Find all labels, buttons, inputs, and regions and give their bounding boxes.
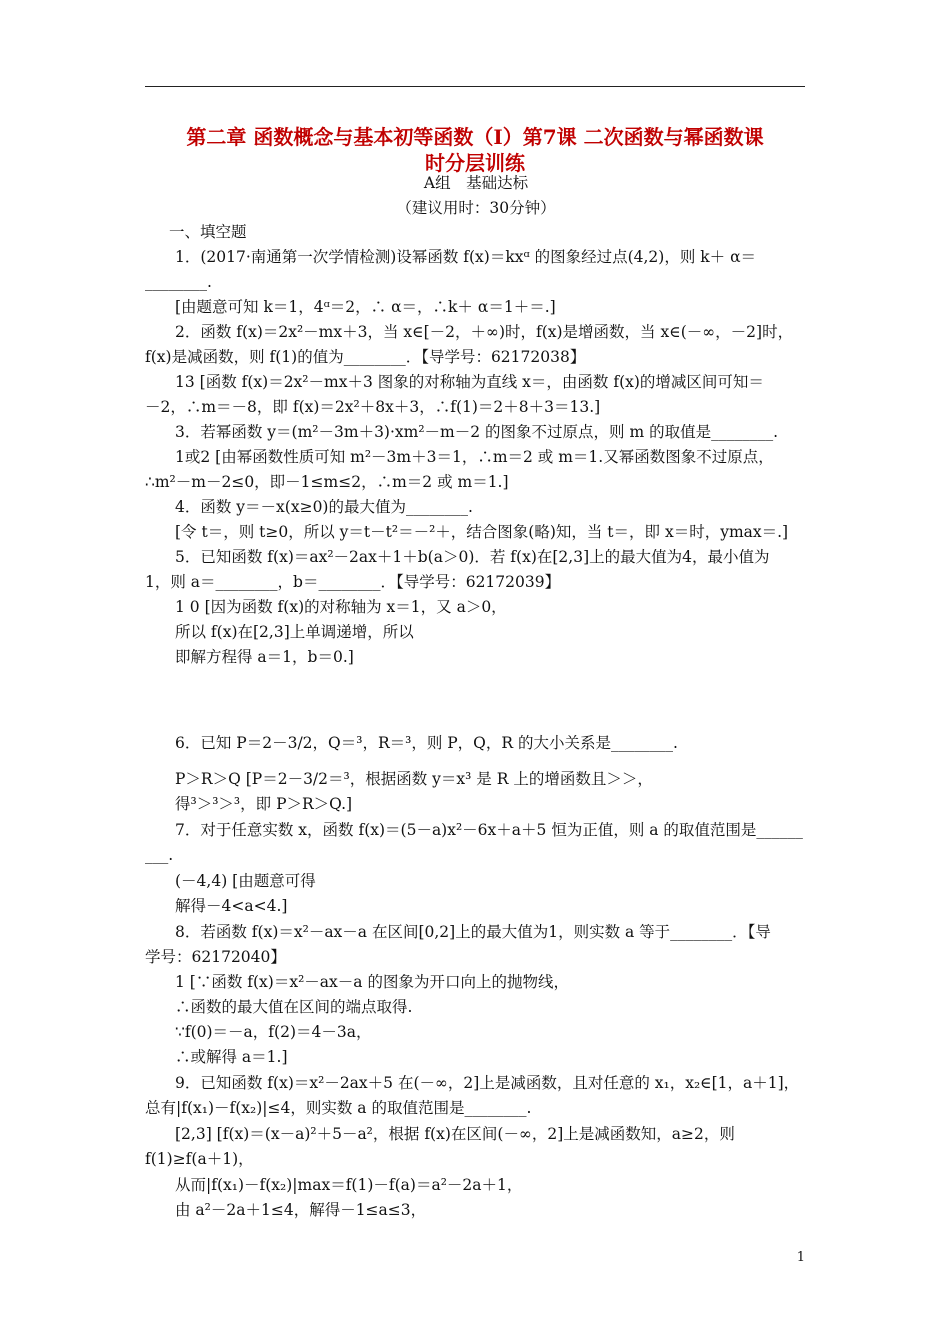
answer-line: 从而|f(x₁)－f(x₂)|max＝f(1)－f(a)＝a²－2a＋1， bbox=[175, 1176, 523, 1194]
answer-line: 13 [函数 f(x)＝2x²－mx＋3 图象的对称轴为直线 x＝，由函数 f(x)的增减区间可知＝ bbox=[175, 373, 764, 391]
answer-line: [2,3] [f(x)＝(x－a)²＋5－a²，根据 f(x)在区间(－∞，2]上是减函数知，a≥2，则 bbox=[175, 1125, 735, 1143]
question-line: ___. bbox=[145, 846, 174, 864]
answer-line: 即解方程得 a＝1，b＝0.] bbox=[175, 648, 354, 666]
answer-line: ∴或解得 a＝1.] bbox=[175, 1048, 288, 1066]
question-line: 1．(2017·南通第一次学情检测)设幂函数 f(x)＝kxᵅ 的图象经过点(4,2)，则 k＋ α＝ bbox=[175, 248, 757, 266]
title-line-2: 时分层训练 bbox=[425, 151, 525, 175]
question-line: 1，则 a＝________，b＝________．【导学号：62172039】 bbox=[145, 573, 561, 591]
question-line: 5．已知函数 f(x)＝ax²－2ax＋1＋b(a＞0)．若 f(x)在[2,3]上的最大值为4，最小值为 bbox=[175, 548, 770, 566]
answer-line: 1 0 [因为函数 f(x)的对称轴为 x＝1，又 a＞0， bbox=[175, 598, 507, 616]
header-rule bbox=[145, 86, 805, 87]
section-heading: 一、填空题 bbox=[169, 223, 247, 241]
question-line: 7．对于任意实数 x，函数 f(x)＝(5－a)x²－6x＋a＋5 恒为正值，则 a 的取值范围是______ bbox=[175, 821, 803, 839]
question-line: ________. bbox=[145, 273, 212, 291]
answer-line: f(1)≥f(a＋1)， bbox=[145, 1150, 254, 1168]
answer-line: 由 a²－2a＋1≤4，解得－1≤a≤3， bbox=[175, 1201, 427, 1219]
title-line-1: 第二章 函数概念与基本初等函数（Ⅰ）第7课 二次函数与幂函数课 bbox=[186, 125, 764, 149]
answer-line: P＞R＞Q [P＝2－3/2＝³，根据函数 y＝x³ 是 R 上的增函数且＞＞， bbox=[175, 770, 653, 788]
answer-line: 1或2 [由幂函数性质可知 m²－3m＋3＝1，∴m＝2 或 m＝1.又幂函数图象不过原点， bbox=[175, 448, 774, 466]
answer-line: (－4,4) [由题意可得 bbox=[175, 872, 316, 890]
question-line: 总有|f(x₁)－f(x₂)|≤4，则实数 a 的取值范围是________. bbox=[145, 1099, 532, 1117]
answer-line: [令 t＝，则 t≥0，所以 y＝t－t²＝－²＋，结合图象(略)知，当 t＝，即 x＝时，ymax＝.] bbox=[175, 523, 789, 541]
time-note: （建议用时：30分钟） bbox=[396, 199, 556, 217]
answer-line: 所以 f(x)在[2,3]上单调递增，所以 bbox=[175, 623, 414, 641]
question-line: 9．已知函数 f(x)＝x²－2ax＋5 在(－∞，2]上是减函数，且对任意的 x₁，x₂∈[1，a＋1]， bbox=[175, 1074, 800, 1092]
page-title bbox=[145, 124, 805, 176]
question-line: 学号：62172040】 bbox=[145, 948, 286, 966]
answer-line: ∵f(0)＝－a，f(2)＝4－3a， bbox=[175, 1023, 372, 1041]
page-number: 1 bbox=[796, 1250, 805, 1265]
question-line: 8．若函数 f(x)＝x²－ax－a 在区间[0,2]上的最大值为1，则实数 a 等于________．【导 bbox=[175, 923, 771, 941]
question-line: 2．函数 f(x)＝2x²－mx＋3，当 x∈[－2，＋∞)时，f(x)是增函数，当 x∈(－∞，－2]时， bbox=[175, 323, 794, 341]
answer-line: ∴m²－m－2≤0，即－1≤m≤2，∴m＝2 或 m＝1.] bbox=[145, 473, 509, 491]
answer-line: 得³＞³＞³，即 P＞R＞Q.] bbox=[175, 795, 353, 813]
answer-line: －2，∴m＝－8，即 f(x)＝2x²＋8x＋3，∴f(1)＝2＋8＋3＝13.] bbox=[145, 398, 601, 416]
answer-line: ∴函数的最大值在区间的端点取得. bbox=[175, 998, 413, 1016]
answer-line: 1 [∵函数 f(x)＝x²－ax－a 的图象为开口向上的抛物线， bbox=[175, 973, 569, 991]
group-label: A组 基础达标 bbox=[423, 174, 529, 192]
question-line: f(x)是减函数，则 f(1)的值为________．【导学号：62172038】 bbox=[145, 348, 586, 366]
answer-line: [由题意可知 k＝1，4ᵅ＝2，∴ α＝，∴k＋ α＝1＋＝.] bbox=[175, 298, 556, 316]
question-line: 6．已知 P＝2－3/2，Q＝³，R＝³，则 P，Q，R 的大小关系是________. bbox=[175, 734, 678, 752]
question-line: 3．若幂函数 y＝(m²－3m＋3)·xm²－m－2 的图象不过原点，则 m 的取值是________. bbox=[175, 423, 779, 441]
question-line: 4．函数 y＝－x(x≥0)的最大值为________. bbox=[175, 498, 473, 516]
answer-line: 解得－4<a<4.] bbox=[175, 897, 288, 915]
